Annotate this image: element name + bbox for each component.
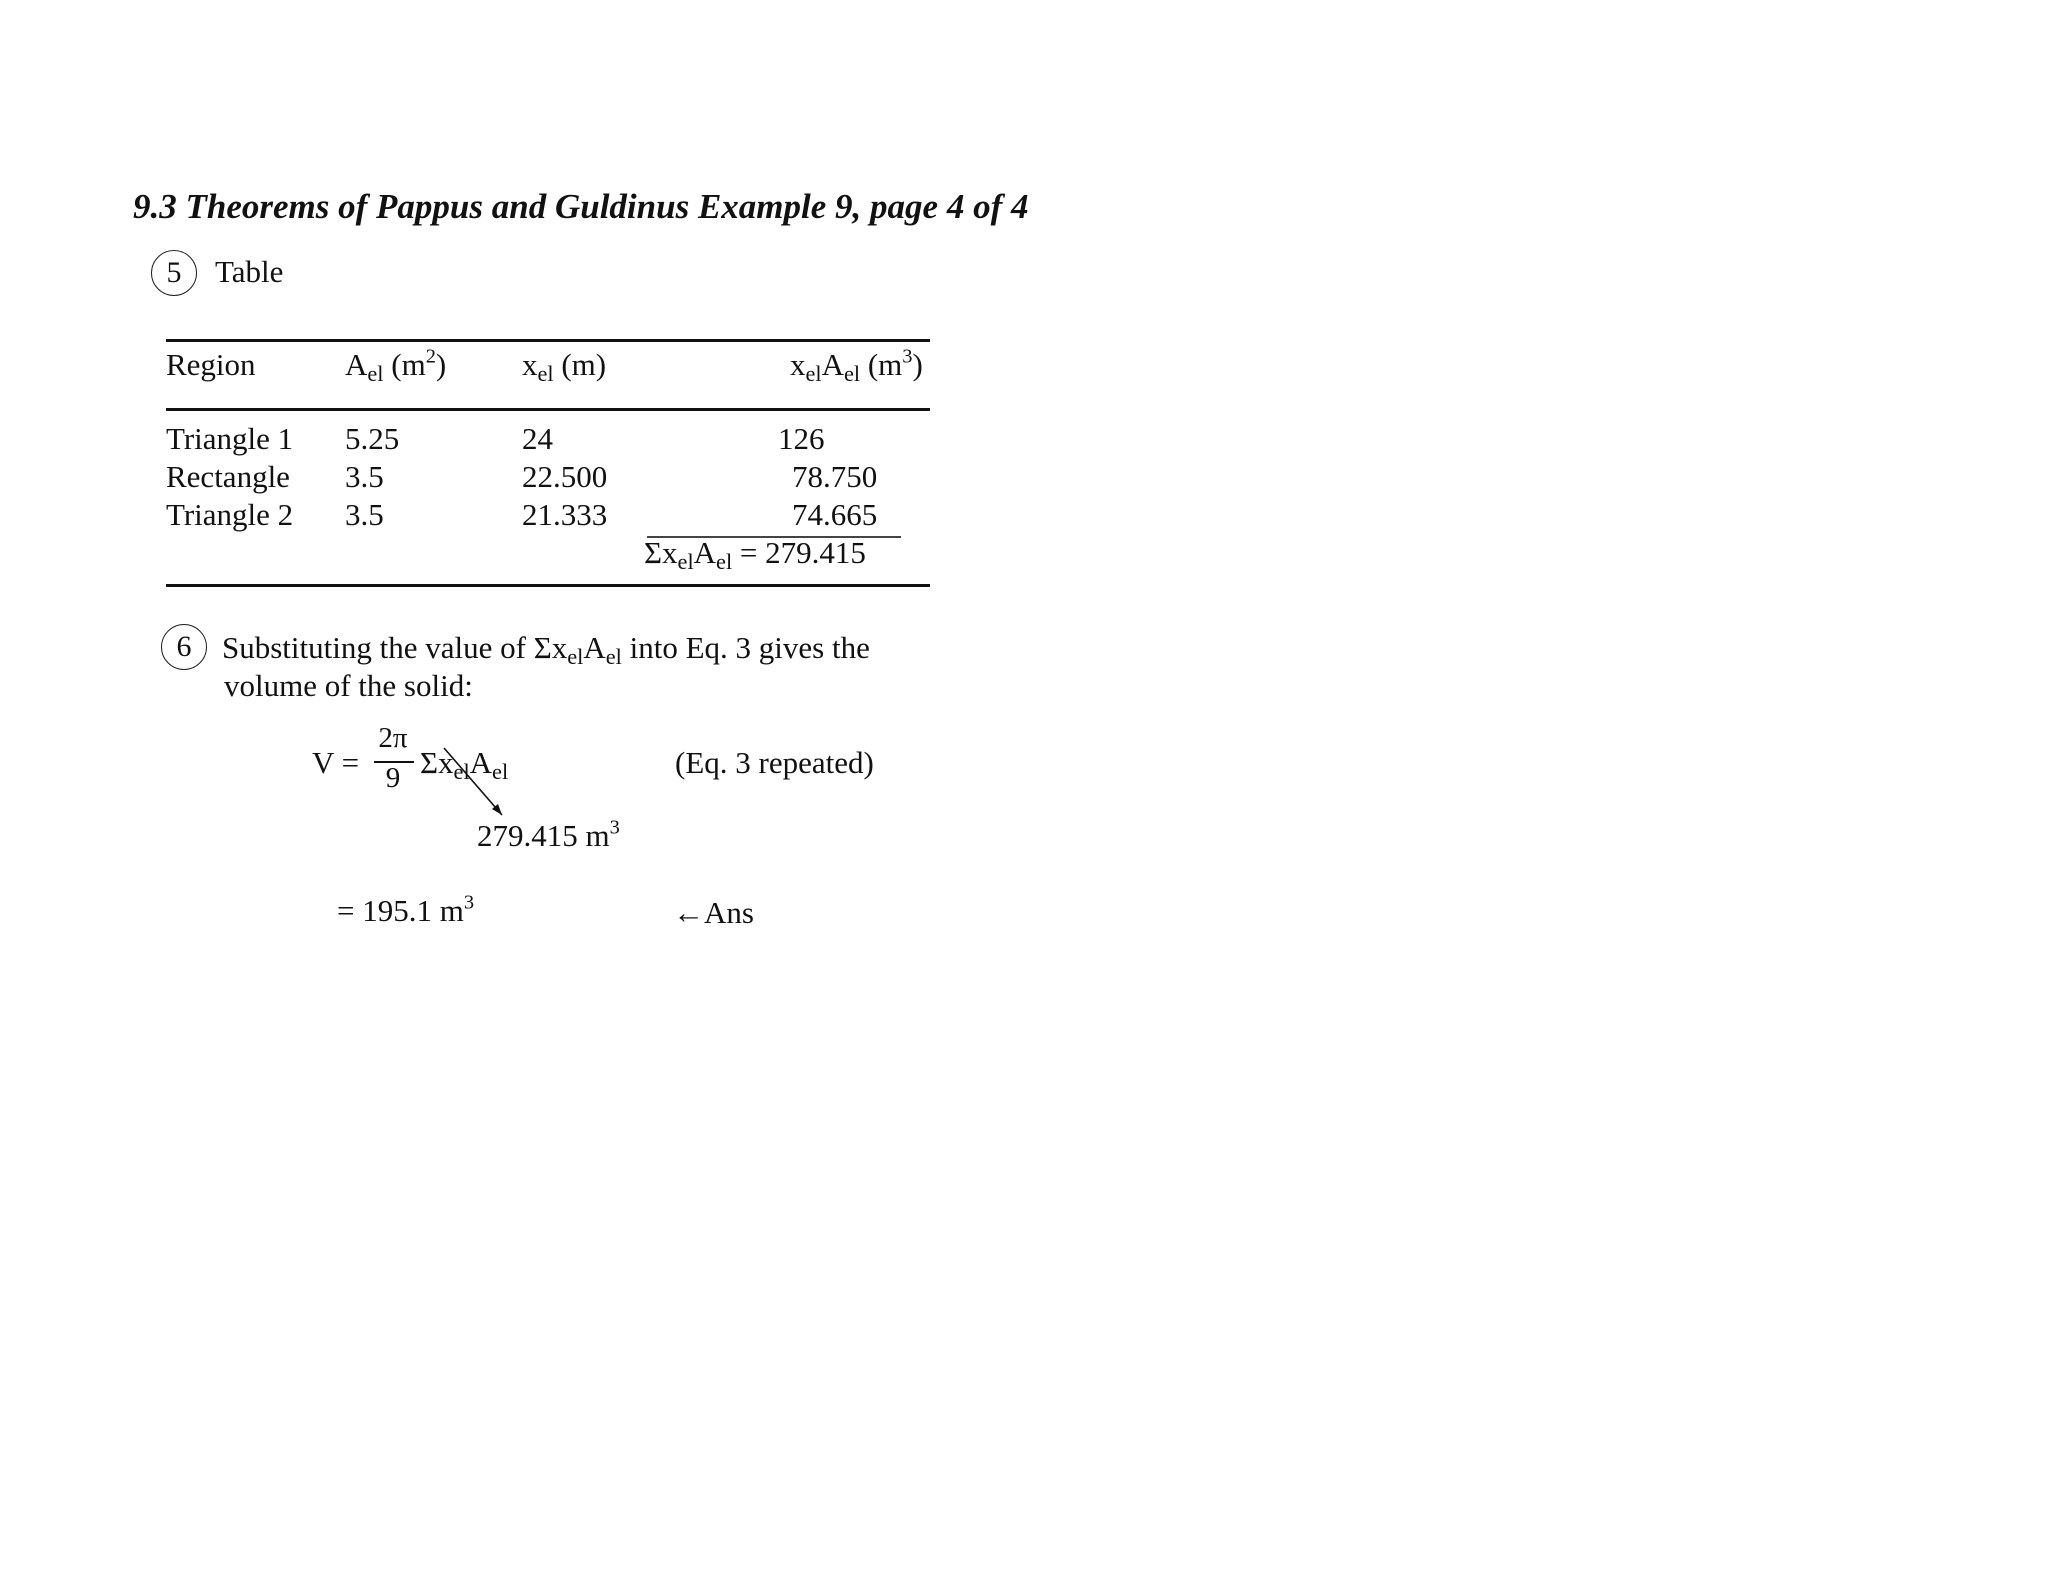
fraction-numerator: 2π xyxy=(378,722,408,754)
cell-x: 22.500 xyxy=(522,459,608,494)
table-bottom-rule xyxy=(166,584,930,587)
cell-area: 3.5 xyxy=(345,459,384,494)
header-area: $A_{el}$ $(m^2)$ xyxy=(345,345,447,387)
equation-sum: $\Sigma x_{el}A_{el}$ xyxy=(420,745,509,785)
table-header-rule xyxy=(166,408,930,411)
step-6-text-line1: Substituting the value of $\Sigma x_{el}A_{el}$ into Eq. 3 gives the xyxy=(222,630,870,670)
annotation-value: 279.415 $m^3$ xyxy=(477,816,620,853)
cell-region: Triangle 2 xyxy=(166,497,294,532)
result: = 195.1 $m^3$ xyxy=(337,891,475,928)
header-x: $x_{el}$ (m) xyxy=(522,347,607,387)
equation-lhs: V = xyxy=(312,745,360,780)
cell-region: Triangle 1 xyxy=(166,421,294,456)
fraction-denominator: 9 xyxy=(385,762,401,794)
header-region: Region xyxy=(166,347,256,382)
cell-x: 24 xyxy=(522,421,553,456)
step-5-label: Table xyxy=(215,254,284,289)
cell-region: Rectangle xyxy=(166,459,290,494)
cell-area: 3.5 xyxy=(345,497,384,532)
table-top-rule xyxy=(166,339,930,342)
header-xa: $x_{el}A_{el}$ $(m^3)$ xyxy=(790,345,923,387)
sum-row: $\Sigma x_{el}A_{el} = 279.415$ xyxy=(644,535,866,575)
step-6-text-line2: volume of the solid: xyxy=(224,668,473,703)
equation-reference: (Eq. 3 repeated) xyxy=(675,745,874,780)
page-title: 9.3 Theorems of Pappus and Guldinus Example 9, page 4 of 4 xyxy=(133,187,1029,226)
step-5-circle: 5 xyxy=(151,250,197,296)
cell-x: 21.333 xyxy=(522,497,608,532)
step-6-circle: 6 xyxy=(161,624,207,670)
cell-xa: 126 xyxy=(778,421,825,456)
cell-xa: 74.665 xyxy=(792,497,878,532)
cell-area: 5.25 xyxy=(345,421,400,456)
cell-xa: 78.750 xyxy=(792,459,878,494)
answer-label: ←Ans xyxy=(673,895,754,930)
